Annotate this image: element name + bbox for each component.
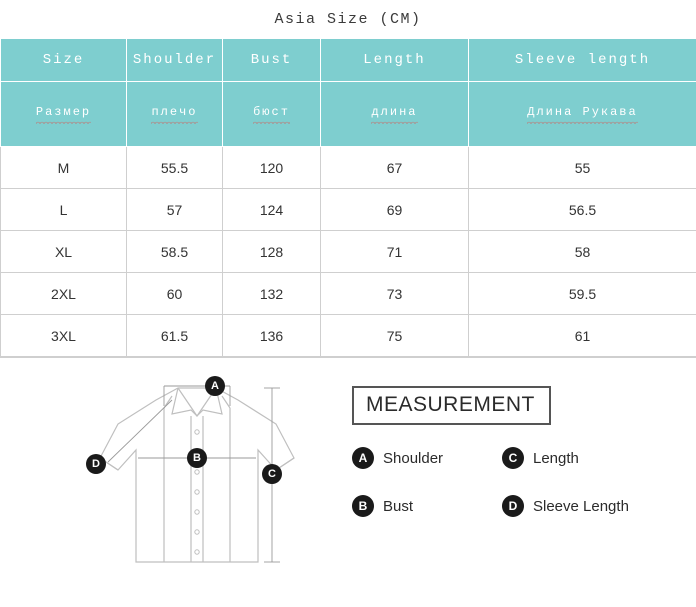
cell-bust: 124 [223,189,321,231]
column-header-size-ru [1,82,127,147]
table-row [1,273,696,315]
column-header-length-ru [321,82,469,147]
cell-length: 71 [321,231,469,273]
table-header-ru [1,82,696,147]
cell-size: XL [1,231,127,273]
legend-label-sleeve-length: Sleeve Length [533,498,629,515]
header-row-en [1,39,696,82]
header-row-ru [1,82,696,147]
table-body [1,147,696,357]
badge-a-icon: A [352,447,374,469]
sleeve-ru-text: Длина Рукава [527,104,637,124]
cell-shoulder: 61.5 [127,315,223,357]
cell-length: 73 [321,273,469,315]
cell-shoulder: 57 [127,189,223,231]
table-row [1,231,696,273]
length-ru-text: длина [371,104,417,124]
cell-size: M [1,147,127,189]
cell-shoulder: 60 [127,273,223,315]
table-row [1,189,696,231]
table-row [1,315,696,357]
legend-item-bust [352,495,502,517]
column-header-shoulder-ru [127,82,223,147]
cell-sleeve: 56.5 [469,189,696,231]
cell-sleeve: 58 [469,231,696,273]
cell-sleeve: 55 [469,147,696,189]
cell-length: 67 [321,147,469,189]
bust-ru-text: бюст [253,104,290,124]
legend-label-length: Length [533,450,579,467]
badge-c-icon: C [502,447,524,469]
size-table [0,38,696,357]
legend-label-bust: Bust [383,498,413,515]
cell-bust: 120 [223,147,321,189]
column-header-shoulder: Shoulder [127,39,223,82]
table-row [1,147,696,189]
legend-item-length [502,447,672,469]
cell-bust: 128 [223,231,321,273]
cell-size: L [1,189,127,231]
badge-d-icon: D [502,495,524,517]
cell-bust: 132 [223,273,321,315]
column-header-sleeve-length: Sleeve length [469,39,696,82]
cell-size: 2XL [1,273,127,315]
legend-item-sleeve-length [502,495,672,517]
column-header-length: Length [321,39,469,82]
cell-length: 69 [321,189,469,231]
page-title-text: Asia Size (CM) [274,11,421,28]
badge-b-icon: B [352,495,374,517]
cell-length: 75 [321,315,469,357]
table-header [1,39,696,82]
column-header-sleeve-ru [469,82,696,147]
diagram-marker-shoulder: A [205,376,225,396]
legend-label-shoulder: Shoulder [383,450,443,467]
cell-bust: 136 [223,315,321,357]
legend-item-shoulder [352,447,502,469]
measurement-illustration-area [0,357,696,606]
legend-grid [352,447,672,517]
shirt-svg [60,366,350,602]
column-header-bust-ru [223,82,321,147]
column-header-bust: Bust [223,39,321,82]
shirt-diagram [60,366,350,602]
column-header-size: Size [1,39,127,82]
cell-shoulder: 58.5 [127,231,223,273]
cell-sleeve: 59.5 [469,273,696,315]
cell-size: 3XL [1,315,127,357]
cell-sleeve: 61 [469,315,696,357]
diagram-marker-sleeve-length: D [86,454,106,474]
shoulder-ru-text: плечо [151,104,197,124]
cell-shoulder: 55.5 [127,147,223,189]
measurement-heading: MEASUREMENT [352,386,551,425]
measurement-legend [352,386,672,517]
size-ru-text: Размер [36,104,91,124]
diagram-marker-length: C [262,464,282,484]
diagram-marker-bust: B [187,448,207,468]
page-title [0,0,696,38]
